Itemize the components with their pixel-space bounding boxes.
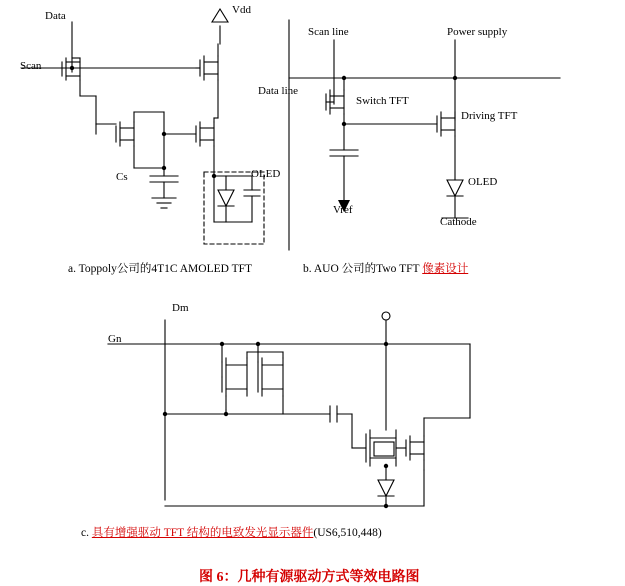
figure-title: 图 6：几种有源驱动方式等效电路图 xyxy=(199,570,420,585)
caption-panel-c-red: 具有增强驱动 TFT 结构的电致发光显示器件 xyxy=(91,527,314,539)
label-scan-line: Scan line xyxy=(308,26,349,38)
label-scan: Scan xyxy=(20,60,42,72)
label-vref: Vref xyxy=(333,204,353,216)
caption-panel-c-suffix: (US6,510,448) xyxy=(313,527,382,539)
label-data-line: Data line xyxy=(258,85,299,97)
label-oled-b: OLED xyxy=(468,176,498,188)
label-vdd: Vdd xyxy=(232,4,251,16)
label-cathode: Cathode xyxy=(440,216,477,228)
label-dm: Dm xyxy=(172,302,189,314)
caption-panel-b-red: 像素设计 xyxy=(422,263,469,275)
caption-panel-b xyxy=(303,260,468,276)
label-gn: Gn xyxy=(108,333,122,345)
label-power-supply: Power supply xyxy=(447,26,508,38)
label-oled-a: OLED xyxy=(251,168,281,180)
caption-panel-a: a. Toppoly公司的4T1C AMOLED TFT xyxy=(68,263,253,275)
label-cs: Cs xyxy=(116,171,128,183)
caption-panel-b-main: b. AUO 公司的Two TFT xyxy=(303,263,423,275)
caption-panel-c xyxy=(81,524,382,540)
label-switch-tft: Switch TFT xyxy=(356,95,409,107)
label-data: Data xyxy=(45,10,66,22)
caption-panel-c-prefix: c. xyxy=(81,527,92,539)
label-driving-tft: Driving TFT xyxy=(461,110,518,122)
